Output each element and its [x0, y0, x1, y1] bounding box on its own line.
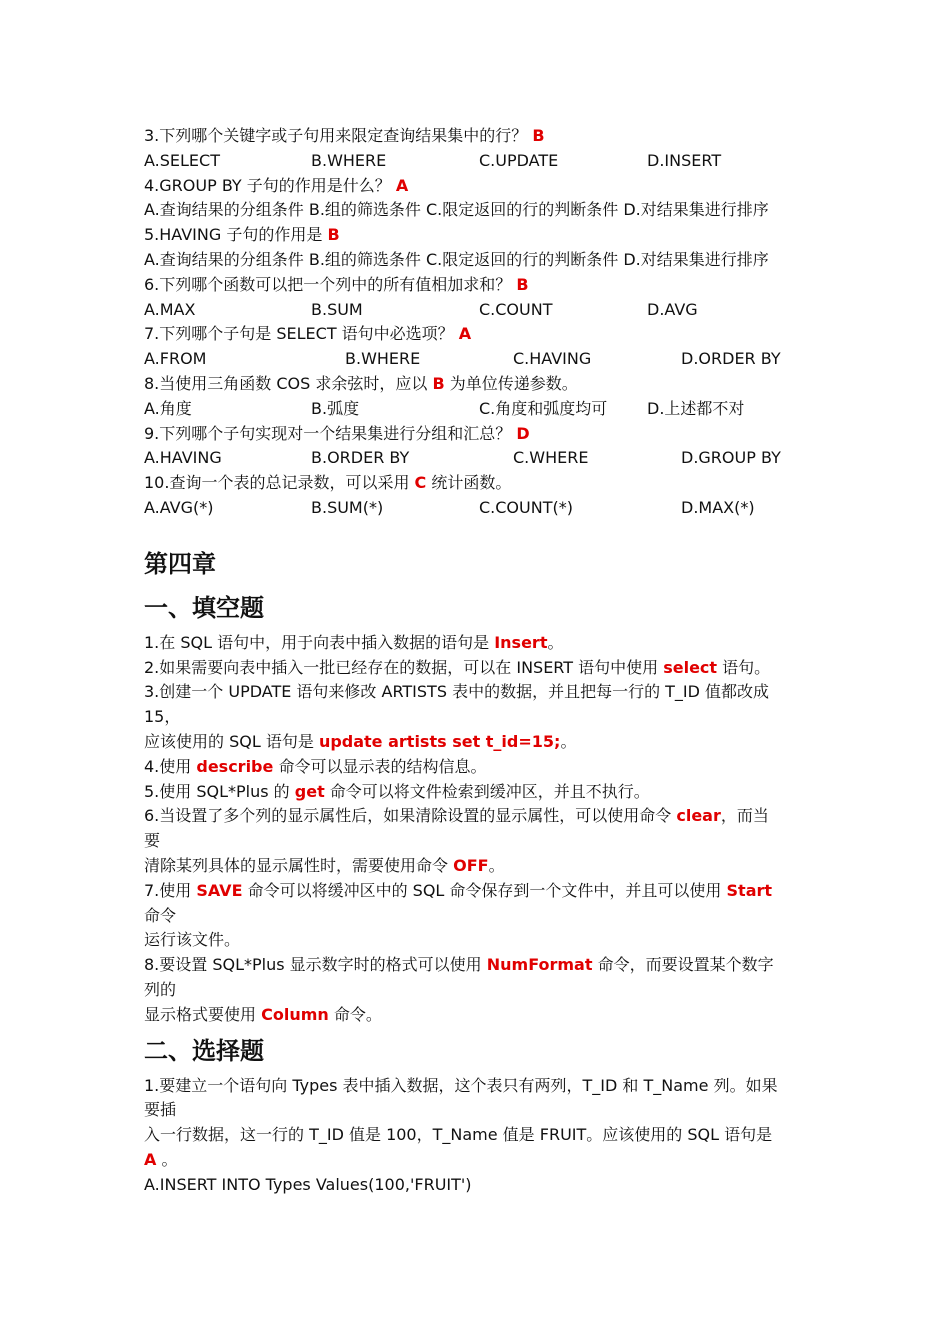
fill-item-1 [144, 631, 824, 656]
option-a: A.MAX [144, 299, 196, 319]
option-a: A.AVG(*) [144, 497, 214, 517]
item-text: 5.使用 SQL*Plus 的 [144, 781, 295, 801]
answer: select [663, 657, 718, 677]
item-text: 1.在 SQL 语句中，用于向表中插入数据的语句是 [144, 632, 495, 652]
item-text-tail: 命令可以将文件检索到缓冲区，并且不执行。 [324, 781, 650, 801]
answer-2: Start [726, 880, 773, 900]
item-text: 显示格式要使用 [144, 1004, 262, 1024]
fill-item-6-line3 [144, 854, 824, 879]
question-9 [144, 422, 824, 447]
question-text: 8.当使用三角函数 COS 求余弦时，应以 [144, 373, 433, 393]
answer: get [294, 781, 325, 801]
choice-item-1-answer [144, 1148, 824, 1173]
answer: C [414, 473, 427, 493]
choice-item-1-line2: 要插 [144, 1100, 177, 1120]
option-a: A.SELECT [144, 150, 220, 170]
option-b: B.WHERE [311, 150, 387, 170]
item-text: 应该使用的 SQL 语句是 [144, 731, 319, 751]
option-b: B.SUM [311, 299, 363, 319]
item-text-tail: 。 [488, 855, 505, 875]
question-4 [144, 174, 824, 199]
question-5 [144, 223, 824, 248]
option-d: D.上述都不对 [647, 398, 745, 418]
option-d: D.ORDER BY [681, 349, 781, 369]
option-b: B.WHERE [345, 349, 421, 369]
option-c: C.COUNT [479, 299, 553, 319]
option-c: C.角度和弧度均可 [479, 398, 608, 418]
answer: D [516, 423, 530, 443]
answer: Column [261, 1004, 329, 1024]
answer: A [144, 1149, 157, 1169]
fill-item-2 [144, 656, 824, 681]
question-8 [144, 372, 824, 397]
option-d: D.MAX(*) [681, 497, 755, 517]
question-text: 6.下列哪个函数可以把一个列中的所有值相加求和？ [144, 274, 517, 294]
question-text: 10.查询一个表的总记录数，可以采用 [144, 473, 415, 493]
fill-item-8-line2: 列的 [144, 979, 177, 999]
item-text-tail: 语句。 [717, 657, 771, 677]
option-c: C.COUNT(*) [479, 497, 573, 517]
option-d: D.AVG [647, 299, 698, 319]
option-d: D.GROUP BY [681, 448, 781, 468]
fill-item-7-line3: 运行该文件。 [144, 930, 241, 950]
option-b: B.弧度 [311, 398, 360, 418]
item-text: 8.要设置 SQL*Plus 显示数字时的格式可以使用 [144, 955, 487, 975]
option-b: B.SUM(*) [311, 497, 384, 517]
fill-item-7-line2: 命令 [144, 905, 177, 925]
answer: OFF [453, 855, 489, 875]
question-text: 7.下列哪个子句是 SELECT 语句中必选项？ [144, 324, 459, 344]
answer: clear [676, 806, 721, 826]
item-text-middle: 命令可以将缓冲区中的 SQL 命令保存到一个文件中，并且可以使用 [242, 880, 727, 900]
choice-item-1-line1: 1.要建立一个语句向 Types 表中插入数据，这个表只有两列，T_ID 和 T_Name 列。如果 [144, 1075, 778, 1095]
fill-item-5 [144, 780, 824, 805]
question-text-tail: 统计函数。 [426, 473, 512, 493]
item-text-tail: 命令，而要设置某个数字 [592, 955, 774, 975]
fill-item-6-line1 [144, 804, 824, 829]
answer: A [458, 324, 472, 344]
question-7 [144, 322, 824, 347]
item-text-tail: 。 [560, 731, 577, 751]
question-text: 4.GROUP BY 子句的作用是什么？ [144, 175, 396, 195]
section-title-fill-in: 一、填空题 [144, 593, 264, 622]
question-10 [144, 471, 824, 496]
option-c: C.HAVING [513, 349, 592, 369]
answer: update artists set t_id=15; [318, 731, 561, 751]
options-line: A.查询结果的分组条件 B.组的筛选条件 C.限定返回的行的判断条件 D.对结果集进行排序 [144, 200, 769, 220]
fill-item-4 [144, 755, 824, 780]
options-row [144, 347, 824, 372]
chapter-title: 第四章 [144, 549, 216, 578]
options-row [144, 397, 824, 422]
question-text: 9.下列哪个子句实现对一个结果集进行分组和汇总？ [144, 423, 517, 443]
question-6 [144, 273, 824, 298]
fill-item-6-line2: 要 [144, 831, 161, 851]
question-text: 5.HAVING 子句的作用是 [144, 225, 328, 245]
options-row [144, 298, 824, 323]
choice-item-1-option-a: A.INSERT INTO Types Values(100,'FRUIT') [144, 1174, 472, 1194]
fill-item-3-line2: 15， [144, 707, 181, 727]
answer: describe [196, 756, 274, 776]
item-text: 7.使用 [144, 880, 197, 900]
item-text: 4.使用 [144, 756, 197, 776]
answer: NumFormat [486, 955, 593, 975]
option-a: A.FROM [144, 349, 207, 369]
item-text-tail: ，而当 [720, 806, 769, 826]
document-page [144, 124, 824, 1197]
fill-item-3-line1: 3.创建一个 UPDATE 语句来修改 ARTISTS 表中的数据，并且把每一行的 T_ID 值都改成 [144, 682, 770, 702]
answer: B [327, 225, 340, 245]
options-row [144, 446, 824, 471]
question-text-tail: 为单位传递参数。 [444, 373, 578, 393]
answer: Insert [494, 632, 548, 652]
item-text: 2.如果需要向表中插入一批已经存在的数据，可以在 INSERT 语句中使用 [144, 657, 664, 677]
item-text: 清除某列具体的显示属性时，需要使用命令 [144, 855, 454, 875]
answer: A [395, 175, 409, 195]
item-text: 6.当设置了多个列的显示属性后，如果清除设置的显示属性，可以使用命令 [144, 806, 677, 826]
answer: SAVE [196, 880, 243, 900]
option-d: D.INSERT [647, 150, 722, 170]
fill-item-8-line3 [144, 1003, 824, 1028]
options-row [144, 149, 824, 174]
options-line: A.查询结果的分组条件 B.组的筛选条件 C.限定返回的行的判断条件 D.对结果集进行排序 [144, 249, 769, 269]
option-c: C.WHERE [513, 448, 589, 468]
answer: B [532, 126, 545, 145]
option-c: C.UPDATE [479, 150, 559, 170]
fill-item-7-line1 [144, 879, 824, 904]
item-text-tail: 命令可以显示表的结构信息。 [273, 756, 487, 776]
options-row [144, 496, 824, 521]
choice-item-1-line3: 入一行数据，这一行的 T_ID 值是 100，T_Name 值是 FRUIT。应该使用的 SQL 语句是 [144, 1125, 773, 1145]
item-text-tail: 。 [547, 632, 564, 652]
item-text-tail: 。 [156, 1149, 178, 1169]
answer: B [516, 274, 529, 294]
fill-item-8-line1 [144, 953, 824, 978]
question-3 [144, 124, 824, 149]
option-a: A.角度 [144, 398, 192, 418]
item-text-tail: 命令。 [328, 1004, 382, 1024]
fill-item-3-line3 [144, 730, 824, 755]
answer: B [432, 373, 445, 393]
option-b: B.ORDER BY [311, 448, 410, 468]
option-a: A.HAVING [144, 448, 222, 468]
section-title-choice: 二、选择题 [144, 1036, 264, 1065]
question-text: 3.下列哪个关键字或子句用来限定查询结果集中的行？ [144, 126, 533, 145]
